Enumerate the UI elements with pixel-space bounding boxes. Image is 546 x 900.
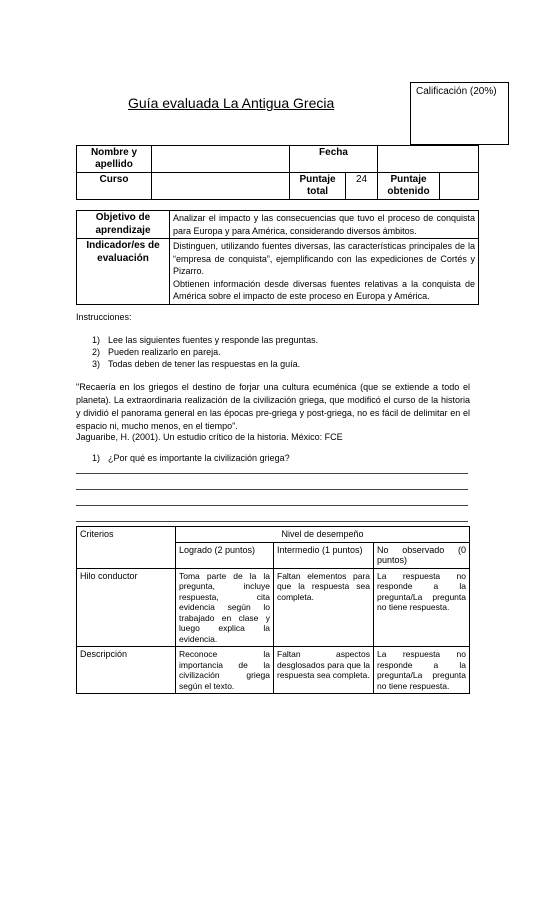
- answer-line[interactable]: [76, 489, 468, 490]
- answer-line[interactable]: [76, 505, 468, 506]
- objective-table: [76, 210, 479, 305]
- instruction-text: Lee las siguientes fuentes y responde las preguntas.: [108, 335, 319, 345]
- source-quote: "Recaería en los griegos el destino de forjar una cultura ecuménica (que se extiende a todo el planeta). La extraordinaria realización de la civilización griega, que modificó el curso de la historia y dividió el panorama general en las épocas pre-griega y post-griega, no es fácil de delimitar en el espacio ni, mucho menos, en el tiempo".: [76, 382, 470, 431]
- date-label: Fecha: [290, 146, 378, 173]
- instruction-item: [92, 334, 318, 346]
- not-observed-header: No observado (0 puntos): [374, 542, 470, 568]
- answer-line[interactable]: [76, 521, 468, 522]
- course-label: Curso: [77, 173, 152, 200]
- question-text: ¿Por qué es importante la civilización griega?: [108, 453, 290, 463]
- instruction-number: 2): [92, 347, 101, 357]
- indicator-2: Obtienen información desde diversas fuentes relativas a la conquista de América sobre el impacto de este proceso en Europa y América.: [173, 278, 475, 301]
- question-number: 1): [92, 453, 101, 463]
- answer-line[interactable]: [76, 473, 468, 474]
- intermediate-description: Faltan elementos para que la respuesta sea completa.: [274, 568, 374, 647]
- indicator-cell: [170, 239, 479, 305]
- obtained-label: Puntaje obtenido: [378, 173, 440, 200]
- instruction-text: Pueden realizarlo en pareja.: [108, 347, 221, 357]
- total-value: 24: [346, 173, 378, 200]
- criterion-name: Hilo conductor: [77, 568, 176, 647]
- criterion-name: Descripción: [77, 647, 176, 694]
- instruction-number: 3): [92, 359, 101, 369]
- achieved-description: Reconoce la importancia de la civilización griega según el texto.: [176, 647, 274, 694]
- name-label: Nombre y apellido: [77, 146, 152, 173]
- total-label: Puntaje total: [290, 173, 346, 200]
- achieved-description: Toma parte de la la pregunta, incluye respuesta, cita evidencia según lo trabajado en clase y luego explica la evidencia.: [176, 568, 274, 647]
- rubric-table: [76, 526, 470, 694]
- document-title: Guía evaluada La Antigua Grecia: [128, 95, 335, 111]
- question-1: [92, 453, 290, 463]
- indicator-1: Distinguen, utilizando fuentes diversas, las características principales de la “empresa de conquista”, ejemplificando con las expediciones de Cortés y Pizarro.: [173, 241, 475, 276]
- name-field[interactable]: [152, 146, 290, 173]
- intermediate-header: Intermedio (1 puntos): [274, 542, 374, 568]
- indicator-label: Indicador/es de evaluación: [77, 239, 170, 305]
- student-info-table: [76, 145, 479, 200]
- achieved-header: Logrado (2 puntos): [176, 542, 274, 568]
- course-field[interactable]: [152, 173, 290, 200]
- rubric-row: [77, 647, 470, 694]
- not-observed-description: La respuesta no responde a la pregunta/La pregunta no tiene respuesta.: [374, 568, 470, 647]
- grade-label: Calificación (20%): [416, 86, 497, 97]
- instruction-item: [92, 358, 318, 370]
- grade-box: [410, 82, 509, 145]
- rubric-row: [77, 568, 470, 647]
- instruction-text: Todas deben de tener las respuestas en la guía.: [108, 359, 301, 369]
- criteria-label: Criterios: [77, 527, 176, 569]
- instruction-item: [92, 346, 318, 358]
- source-citation: Jaguaribe, H. (2001). Un estudio crítico de la historia. México: FCE: [76, 432, 343, 442]
- objective-text: Analizar el impacto y las consecuencias que tuvo el proceso de conquista para Europa y para América, considerando diversos ámbitos.: [170, 211, 479, 239]
- not-observed-description: La respuesta no responde a la pregunta/La pregunta no tiene respuesta.: [374, 647, 470, 694]
- level-label: Nivel de desempeño: [176, 527, 470, 543]
- instruction-number: 1): [92, 335, 101, 345]
- instructions-list: [92, 334, 318, 370]
- date-field[interactable]: [378, 146, 479, 173]
- instructions-title: Instrucciones:: [76, 312, 132, 322]
- intermediate-description: Faltan aspectos desglosados para que la respuesta sea completa.: [274, 647, 374, 694]
- obtained-field[interactable]: [440, 173, 479, 200]
- objective-label: Objetivo de aprendizaje: [77, 211, 170, 239]
